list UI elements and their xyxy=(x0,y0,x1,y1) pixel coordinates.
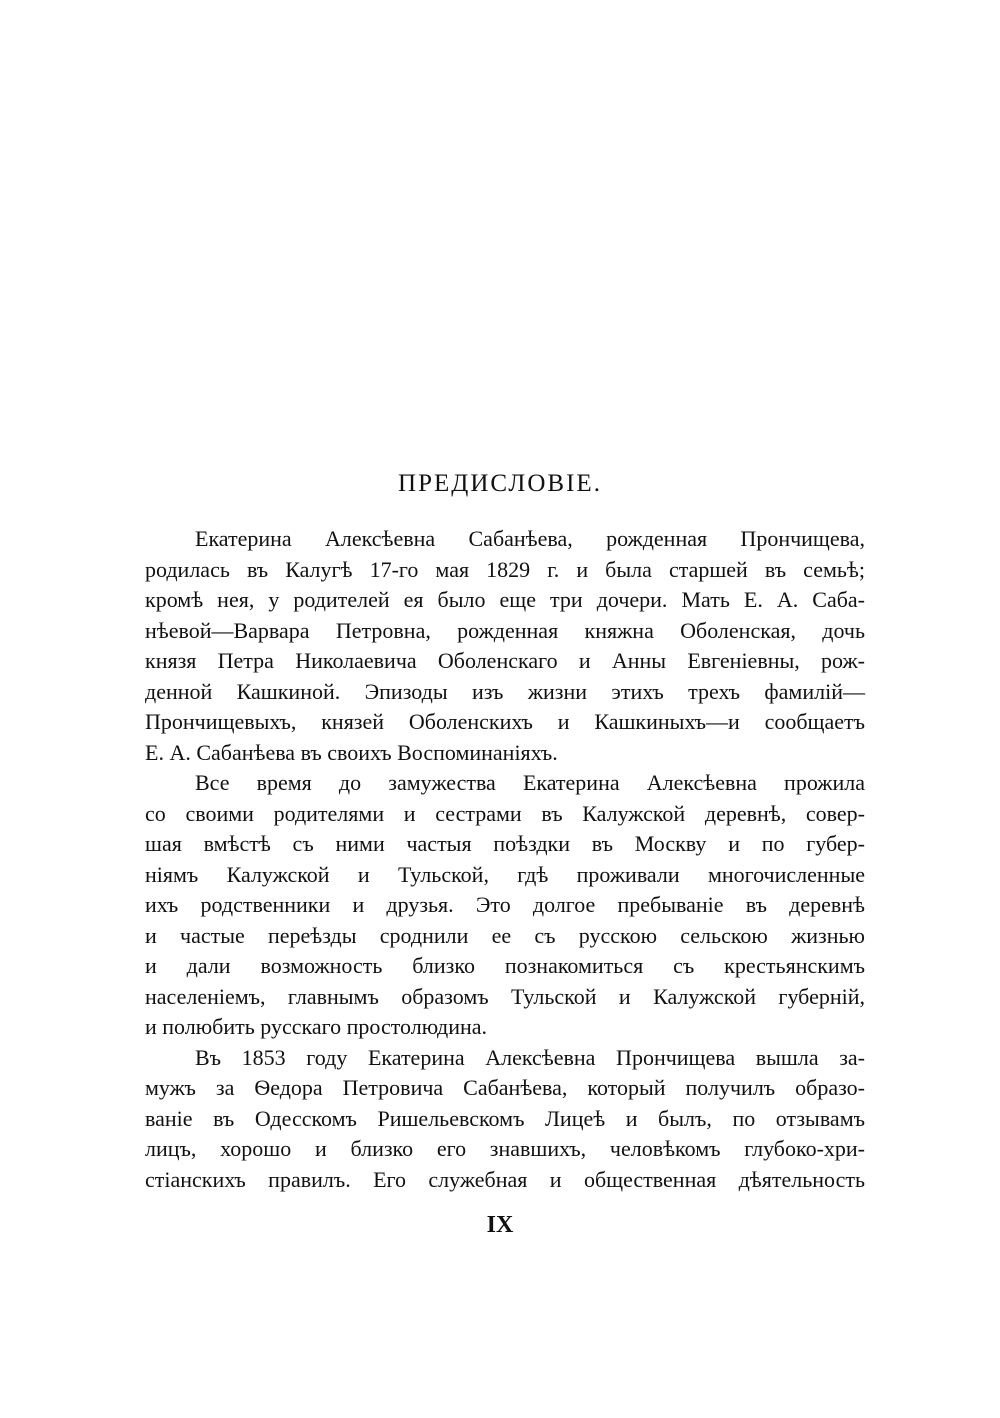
text-line: со своими родителями и сестрами въ Калужской деревнѣ, совер- xyxy=(145,800,865,826)
text-line: кромѣ нея, у родителей ея было еще три дочери. Мать Е. А. Саба- xyxy=(145,587,865,612)
text-line: денной Кашкиной. Эпизоды изъ жизни этихъ трехъ фамилій— xyxy=(145,678,865,704)
text-line: и частые переѣзды сроднили ее съ русскою сельскою жизнью xyxy=(145,922,865,948)
text-line: Екатерина Алексѣевна Сабанѣева, рожденная Прончищева, xyxy=(195,526,865,551)
text-line: Е. А. Сабанѣева въ своихъ Воспоминаніяхъ. xyxy=(145,739,558,765)
text-line: Прончищевыхъ, князей Оболенскихъ и Кашкиныхъ—и сообщаетъ xyxy=(145,709,865,734)
text-line: князя Петра Николаевича Оболенскаго и Анны Евгеніевны, рож- xyxy=(145,648,865,673)
text-line: ваніе въ Одесскомъ Ришельевскомъ Лицеѣ и былъ, по отзывамъ xyxy=(145,1105,865,1131)
text-line: Въ 1853 году Екатерина Алексѣевна Прончищева вышла за- xyxy=(195,1044,865,1070)
body-text xyxy=(145,524,865,1195)
text-line: Все время до замужества Екатерина Алексѣевна прожила xyxy=(195,770,865,795)
text-line: лицъ, хорошо и близко его знавшихъ, человѣкомъ глубоко-хри- xyxy=(145,1136,865,1161)
page-title: ПРЕДИСЛОВІЕ. xyxy=(398,470,602,497)
text-line: родилась въ Калугѣ 17-го мая 1829 г. и была старшей въ семьѣ; xyxy=(145,556,865,582)
text-line: стіанскихъ правилъ. Его служебная и общественная дѣятельность xyxy=(145,1166,865,1192)
text-line: населеніемъ, главнымъ образомъ Тульской и Калужской губерній, xyxy=(145,983,865,1009)
text-line: шая вмѣстѣ съ ними частыя поѣздки въ Москву и по губер- xyxy=(145,831,865,856)
text-line: и дали возможность близко познакомиться съ крестьянскимъ xyxy=(145,953,865,978)
text-line: ихъ родственники и друзья. Это долгое пребываніе въ деревнѣ xyxy=(145,892,865,917)
page-number: IX xyxy=(486,1212,514,1238)
text-line: и полюбить русскаго простолюдина. xyxy=(145,1014,488,1039)
text-line: ніямъ Калужской и Тульской, гдѣ проживали многочисленные xyxy=(145,861,865,887)
text-line: нѣевой—Варвара Петровна, рожденная княжна Оболенская, дочь xyxy=(145,617,865,643)
text-line: мужъ за Ѳедора Петровича Сабанѣева, который получилъ образо- xyxy=(145,1075,865,1100)
